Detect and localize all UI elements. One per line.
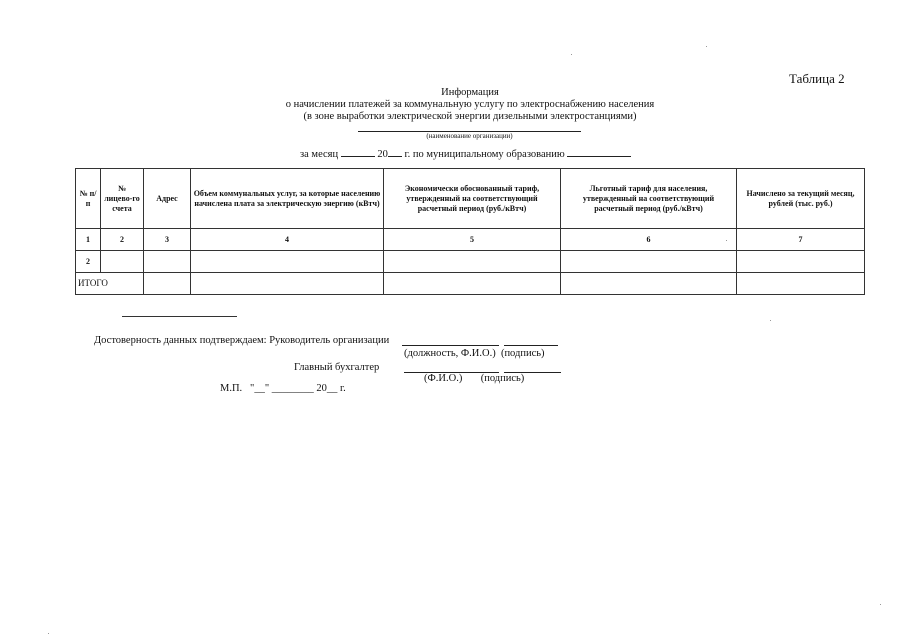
reporting-period-line <box>300 146 631 160</box>
column-number-row <box>76 229 865 251</box>
table-cell <box>384 251 561 273</box>
document-title: Информация <box>441 87 499 98</box>
table-cell <box>191 273 384 295</box>
scan-speck <box>770 320 771 321</box>
accountant-caption: (Ф.И.О.) (подпись) <box>424 373 525 384</box>
table-cell <box>101 251 144 273</box>
table-header-row <box>76 169 865 229</box>
director-signature-line <box>504 345 558 346</box>
month-blank <box>341 146 375 157</box>
table-cell <box>384 273 561 295</box>
table-cell <box>561 273 737 295</box>
table-row <box>76 251 865 273</box>
column-number: 3 <box>144 229 191 251</box>
year-prefix: 20 <box>377 149 388 160</box>
table-number-label: Таблица 2 <box>789 71 845 86</box>
header-accrued: Начислено за текущий месяц, рублей (тыс. руб.) <box>737 169 865 229</box>
scan-speck <box>880 604 881 605</box>
header-volume: Объем коммунальных услуг, за которые населению начислена плата за электрическую энергию (кВтч) <box>191 169 384 229</box>
municipality-suffix: г. по муниципальному образованию <box>404 149 565 160</box>
row-index: 2 <box>76 251 101 273</box>
document-subtitle: о начислении платежей за коммунальную услугу по электроснабжению населения <box>285 99 655 110</box>
table-cell <box>737 251 865 273</box>
organization-name-caption: (наименование организации) <box>426 132 513 140</box>
director-name-line <box>402 345 499 346</box>
table-cell <box>191 251 384 273</box>
month-prefix: за месяц <box>300 149 339 160</box>
chief-accountant-label: Главный бухгалтер <box>294 362 380 373</box>
director-caption: (должность, Ф.И.О.) (подпись) <box>404 348 545 359</box>
footnote-separator <box>122 316 237 317</box>
year-blank <box>388 146 402 157</box>
municipality-blank <box>567 146 631 157</box>
table-cell <box>144 273 191 295</box>
payments-table <box>75 168 865 295</box>
header-preferential-tariff: Льготный тариф для населения, утвержденный на соответствующий расчетный период (руб./кВтч) <box>561 169 737 229</box>
header-number: № п/п <box>76 169 101 229</box>
stamp-date-line: М.П. "__" ________ 20__ г. <box>220 383 346 394</box>
table-cell <box>561 251 737 273</box>
certification-text: Достоверность данных подтверждаем: Руководитель организации <box>94 335 390 346</box>
column-number: 5 <box>384 229 561 251</box>
column-number: 2 <box>101 229 144 251</box>
scan-speck <box>571 54 572 55</box>
column-number: 1 <box>76 229 101 251</box>
header-economic-tariff: Экономически обоснованный тариф, утвержденный на соответствующий расчетный период (руб./кВтч) <box>384 169 561 229</box>
column-number: 4 <box>191 229 384 251</box>
column-number: 7 <box>737 229 865 251</box>
scan-speck <box>706 46 707 47</box>
column-number: 6 <box>561 229 737 251</box>
table-cell <box>737 273 865 295</box>
header-account: № лицево-го счета <box>101 169 144 229</box>
total-label: ИТОГО <box>76 273 144 295</box>
table-cell <box>144 251 191 273</box>
document-subtitle-zone: (в зоне выработки электрической энергии дизельными электростанциями) <box>303 111 637 122</box>
total-row <box>76 273 865 295</box>
scan-speck <box>726 240 727 241</box>
header-address: Адрес <box>144 169 191 229</box>
scan-speck <box>48 633 49 634</box>
